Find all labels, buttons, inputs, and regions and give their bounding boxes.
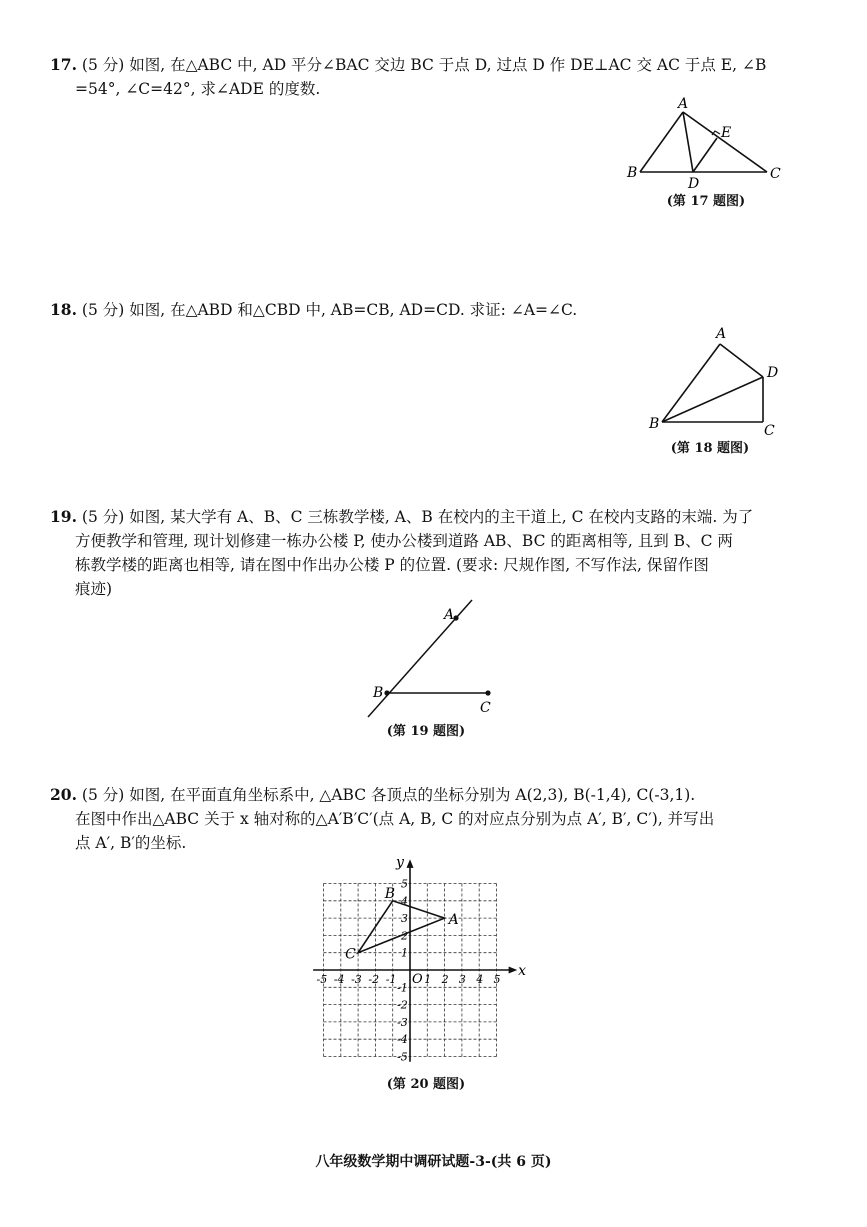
- question-number: 19.: [50, 507, 77, 526]
- label-c: C: [764, 423, 775, 435]
- segment-ac: [683, 112, 767, 172]
- x-tick-label: 4: [476, 973, 484, 986]
- figure-17-caption: (第 17 题图): [666, 194, 746, 209]
- question-19: [50, 505, 785, 601]
- label-d: D: [688, 176, 700, 190]
- x-tick-label: -1: [385, 973, 397, 986]
- label-c: C: [480, 700, 491, 716]
- figure-20-coordinate-grid: [310, 845, 550, 1070]
- question-text-line: 痕迹): [75, 580, 113, 598]
- x-tick-label: -4: [333, 973, 345, 986]
- question-18: [50, 298, 785, 322]
- question-text-line: 方便教学和管理, 现计划修建一栋办公楼 P, 使办公楼到道路 AB、BC 的距离相等, 且到 B、C 两: [75, 532, 733, 550]
- question-text-line: (5 分) 如图, 某大学有 A、B、C 三栋教学楼, A、B 在校内的主干道上, C 在校内支路的末端. 为了: [81, 508, 754, 526]
- question-text-line: 栋教学楼的距离也相等, 请在图中作出办公楼 P 的位置. (要求: 尺规作图, 不写作法, 保留作图: [75, 556, 709, 574]
- segment-ad: [720, 344, 763, 377]
- label-b: B: [649, 416, 660, 432]
- y-tick-label: 2: [401, 929, 408, 943]
- label-b: B: [627, 165, 638, 181]
- segment-bd: [662, 377, 763, 422]
- question-text-line: (5 分) 如图, 在平面直角坐标系中, △ABC 各顶点的坐标分别为 A(2,3), B(-1,4), C(-3,1).: [81, 786, 696, 804]
- point-b: [384, 690, 389, 695]
- figure-18-caption: (第 18 题图): [670, 441, 750, 456]
- segment-ab: [662, 344, 720, 422]
- x-tick-label: 3: [458, 973, 466, 986]
- point-c: [485, 690, 490, 695]
- y-tick-label: -4: [397, 1033, 408, 1047]
- segment-ad: [683, 112, 693, 172]
- y-tick-label: 3: [401, 912, 408, 926]
- y-tick-label: -1: [397, 981, 408, 995]
- x-tick-label: -3: [351, 973, 362, 986]
- label-a: A: [716, 326, 727, 342]
- label-e: E: [721, 125, 732, 141]
- y-axis-label: y: [396, 854, 404, 871]
- label-a: A: [444, 607, 455, 623]
- figure-19-caption: (第 19 题图): [386, 724, 466, 739]
- label-b: B: [384, 885, 395, 902]
- point-a: [453, 615, 458, 620]
- x-tick-label: -5: [316, 973, 328, 986]
- origin-label: O: [412, 972, 423, 987]
- question-number: 18.: [50, 300, 77, 319]
- x-tick-label: 2: [441, 973, 449, 986]
- x-tick-label: 1: [424, 973, 432, 986]
- x-axis-label: x: [518, 963, 526, 979]
- x-axis-arrow: [509, 967, 518, 974]
- label-a: A: [678, 96, 689, 112]
- x-tick-label: 5: [493, 973, 501, 986]
- segment-de: [693, 138, 717, 172]
- y-tick-label: 5: [401, 877, 408, 891]
- axes: [313, 859, 517, 1061]
- y-tick-label: 4: [401, 894, 408, 908]
- figure-17-triangle: [620, 95, 790, 190]
- question-number: 17.: [50, 55, 77, 74]
- figure-20-caption: (第 20 题图): [386, 1077, 466, 1092]
- label-c: C: [345, 946, 356, 963]
- y-tick-label: -3: [397, 1015, 408, 1029]
- y-axis-arrow: [407, 859, 414, 868]
- question-text-line: (5 分) 如图, 在△ABD 和△CBD 中, AB=CB, AD=CD. 求证: ∠A=∠C.: [81, 301, 578, 319]
- x-tick-label: -2: [368, 973, 380, 986]
- y-tick-label: 1: [401, 946, 408, 960]
- question-text-line: =54°, ∠C=42°, 求∠ADE 的度数.: [75, 80, 321, 98]
- page-footer: 八年级数学期中调研试题-3-(共 6 页): [315, 1154, 552, 1170]
- segment-ab: [640, 112, 683, 172]
- y-tick-label: -2: [397, 998, 408, 1012]
- question-text-line: 点 A′, B′的坐标.: [75, 834, 187, 852]
- question-text-line: 在图中作出△ABC 关于 x 轴对称的△A′B′C′(点 A, B, C 的对应点分别为点 A′, B′, C′), 并写出: [75, 810, 715, 828]
- question-17: [50, 53, 785, 101]
- question-number: 20.: [50, 785, 77, 804]
- label-b: B: [373, 685, 384, 701]
- label-a: A: [448, 912, 459, 929]
- figure-19-roads: [360, 595, 510, 720]
- label-c: C: [770, 166, 781, 182]
- y-tick-label: -5: [397, 1050, 408, 1064]
- figure-18-quadrilateral: [640, 320, 790, 435]
- triangle-abc: [358, 901, 445, 953]
- question-text-line: (5 分) 如图, 在△ABC 中, AD 平分∠BAC 交边 BC 于点 D, 过点 D 作 DE⊥AC 交 AC 于点 E, ∠B: [81, 56, 767, 74]
- label-d: D: [767, 365, 779, 381]
